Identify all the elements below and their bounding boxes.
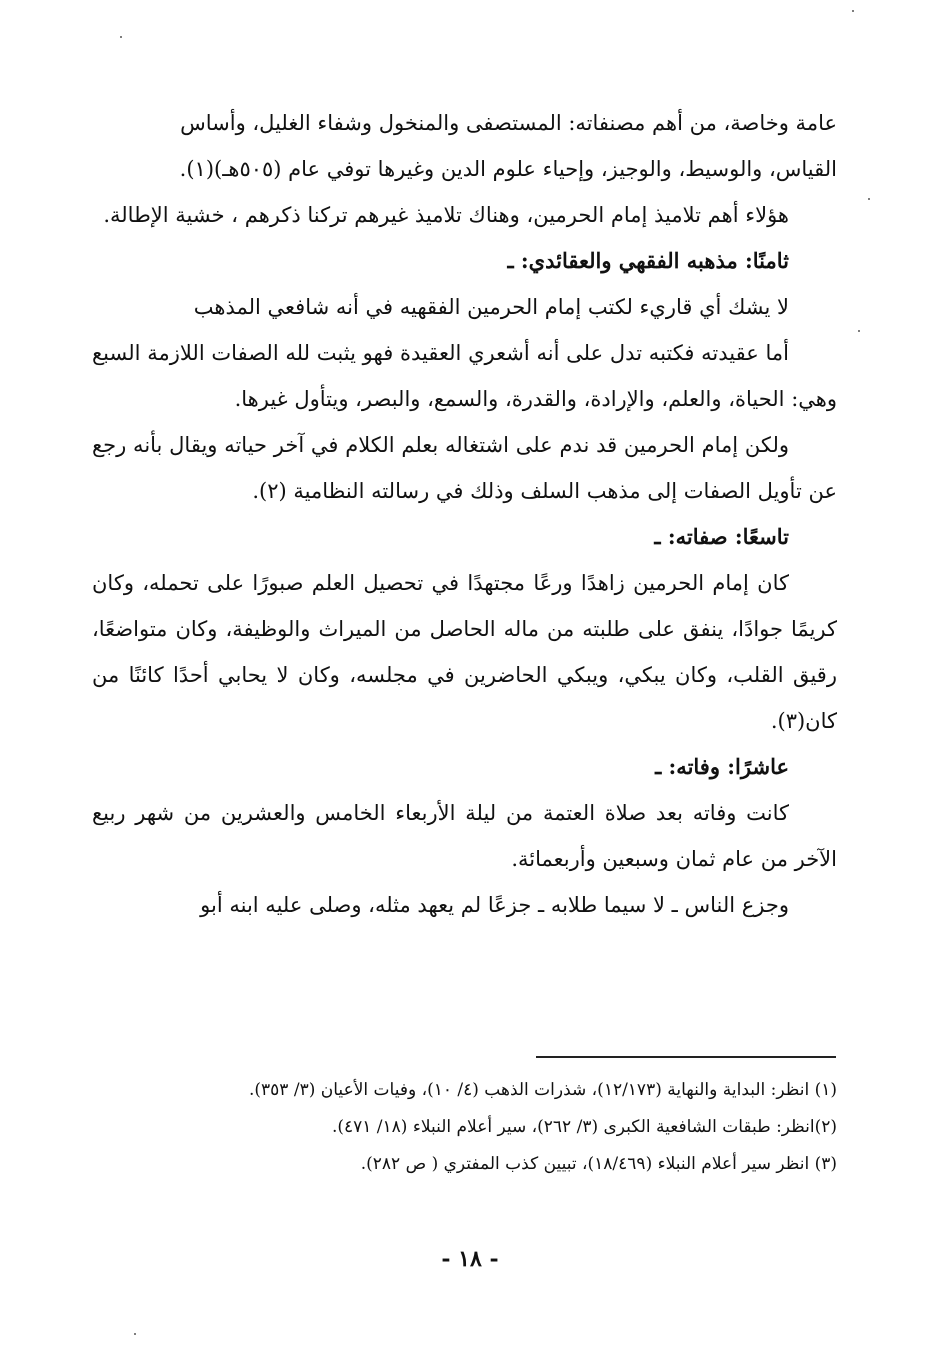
scan-speck [134,1333,136,1335]
section-heading-10: عاشرًا: وفاته: ـ [655,754,789,779]
scan-speck [852,10,854,12]
paragraph-2: هؤلاء أهم تلاميذ إمام الحرمين، وهناك تلاميذ غيرهم تركنا ذكرهم ، خشية الإطالة. [103,203,789,227]
footnotes [92,1072,837,1183]
page-number: - ١٨ - [441,1246,499,1272]
paragraph-6: كان إمام الحرمين زاهدًا ورعًا مجتهدًا في تحصيل العلم صبورًا على تحمله، وكان كريمًا جوادًا، ينفق على طلبته من ماله الحاصل من الميراث والوظيفة، وكان متواضعًا، رقيق القلب، وكان يبكي، ويبكي الحاضرين في مجلسه، وكان لا يحابي أحدًا كائنًا من كان(٣). [92,571,837,733]
footnote-3: (٣) انظر سير أعلام النبلاء (١٨/٤٦٩)، تبيين كذب المفتري ( ص ٢٨٢). [360,1154,837,1174]
paragraph-7: كانت وفاته بعد صلاة العتمة من ليلة الأربعاء الخامس والعشرين من شهر ربيع الآخر من عام ثمان وسبعين وأربعمائة. [92,801,837,871]
footnote-divider [536,1056,836,1058]
paragraph-8: وجزع الناس ـ لا سيما طلابه ـ جزعًا لم يعهد مثله، وصلى عليه ابنه أبو [200,893,789,917]
paragraph-4: أما عقيدته فكتبه تدل على أنه أشعري العقيدة فهو يثبت لله الصفات اللازمة السبع وهي: الحياة، والعلم، والإرادة، والقدرة، والسمع، والبصر، ويتأول غيرها. [92,341,837,411]
footnote-1: (١) انظر: البداية والنهاية (١٢/١٧٣)، شذرات الذهب (٤/ ١٠)، وفيات الأعيان (٣/ ٣٥٣). [249,1080,837,1100]
section-heading-8: ثامنًا: مذهبه الفقهي والعقائدي: ـ [507,248,789,273]
scan-speck [858,330,860,332]
scan-speck [120,36,122,38]
scan-speck [868,198,870,200]
paragraph-1-line-2: القياس، والوسيط، والوجيز، وإحياء علوم الدين وغيرها توفي عام (٥٠٥هـ)(١). [179,157,837,181]
section-heading-9: تاسعًا: صفاته: ـ [654,524,789,549]
paragraph-1-line-1: عامة وخاصة، من أهم مصنفاته: المستصفى والمنخول وشفاء الغليل، وأساس [180,111,837,135]
paragraph-3: لا يشك أي قاريء لكتب إمام الحرمين الفقهيه في أنه شافعي المذهب [193,295,789,319]
main-text [92,100,837,928]
footnote-2: (٢)انظر: طبقات الشافعية الكبرى (٣/ ٢٦٢)، سير أعلام النبلاء (١٨/ ٤٧١). [331,1117,837,1137]
paragraph-5: ولكن إمام الحرمين قد ندم على اشتغاله بعلم الكلام في آخر حياته ويقال بأنه رجع عن تأويل الصفات إلى مذهب السلف وذلك في رسالته النظامية (٢). [92,433,837,503]
